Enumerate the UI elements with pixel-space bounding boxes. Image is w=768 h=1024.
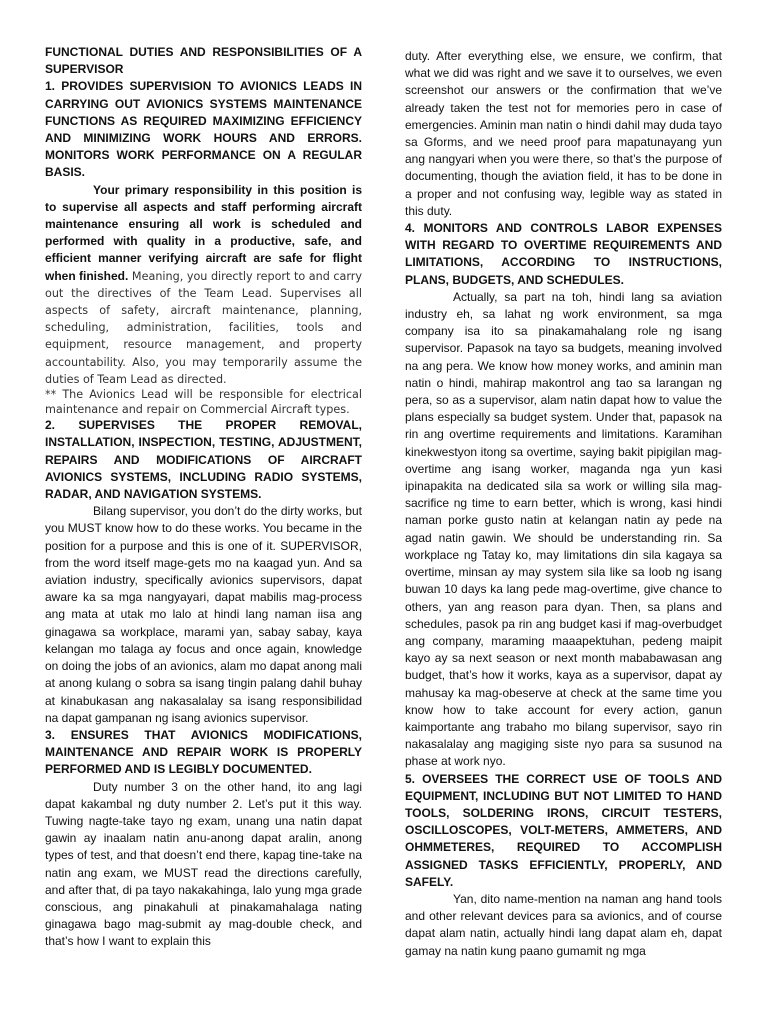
duty-3-continuation: duty. After everything else, we ensure, we confirm, that what we did was right and we save it to ourselves, we even screenshot our answers or the confirmation that we’ve already taken the test not for memories pero in case of emergencies. Aminin man natin o hindi dahil may duda tayo sa Gforms, and we need proof para mapatunayang yun ang nangyari when you were there, so that’s the purpose of documenting, though the aviation field, it has to be done in a proper and not confusing way, legible way as stated in this duty. bbox=[405, 49, 722, 218]
duty-1-emphasis: Your primary responsibility in this position is to supervise all aspects and staff performing aircraft maintenance ensuring all work is scheduled and performed with quality in a productive, safe, and efficient manner verifying aircraft are safe for flight when finished. bbox=[45, 182, 362, 283]
duty-5-heading: 5. OVERSEES THE CORRECT USE OF TOOLS AND EQUIPMENT, INCLUDING BUT NOT LIMITED TO HAND TOOLS, SOLDERING IRONS, CIRCUIT TESTERS, OSCILLOSCOPES, VOLT-METERS, AMMETERS, AND OHMMETERES, REQUIRED TO ACCOMPLISH ASSIGNED TASKS EFFICIENTLY, PROPERLY, AND SAFELY. bbox=[405, 771, 722, 889]
duty-1-details: Meaning, you directly report to and carry out the directives of the Team Lead. Supervises all aspects of safety, aircraft maintenance, planning, scheduling, administration, facilities, tools and equipment, resource management, and property accountability. Also, you may temporarily assume the duties of Team Lead as directed. bbox=[45, 269, 363, 386]
duty-3-paragraph: Duty number 3 on the other hand, ito ang lagi dapat kakambal ng duty number 2. Let’s put it this way. Tuwing nagte-take tayo ng exam, unang una natin dapat gawin ay inaalam natin anu-anong dapat aralin, anong types of test, and that doesn’t end there, kapag tine-take na natin ang exam, we MUST read the directions carefully, and after that, di pa tayo nakakahinga, lalo yung mga grade conscious, ang pinakahuli at pinakamahalaga nating ginagawa bago mag-submit ay mag-double check, and that’s how I want to explain this bbox=[45, 779, 362, 949]
duty-5-paragraph: Yan, dito name-mention na naman ang hand tools and other relevant devices para sa avionics, and of course dapat alam natin, actually hindi lang dapat alam eh, dapat gamay na natin kung paano gumamit ng mga bbox=[405, 891, 722, 958]
duty-4-heading: 4. MONITORS AND CONTROLS LABOR EXPENSES WITH REGARD TO OVERTIME REQUIREMENTS AND LIMITATIONS, ACCORDING TO INSTRUCTIONS, PLANS, BUDGETS, AND SCHEDULES. bbox=[405, 221, 722, 287]
duty-2-paragraph: Bilang supervisor, you don’t do the dirty works, but you MUST know how to do these works. You became in the position for a purpose and this is one of it. SUPERVISOR, from the word itself mage-gets mo na kaagad yun. And sa aviation industry, specifically avionics supervisors, dapat aware ka sa mga nangyayari, dapat mabilis mag-process ang mata at utak mo lalo at hindi lang naman iisa ang ginagawa sa workplace, marami yan, sabay sabay, kaya kelangan mo talaga ay focus and once again, knowledge on doing the jobs of an avionics, alam mo dapat anong mali at anong kulang o sobra sa isang tingin palang dahil buhay at kinabukasan ang nakasalalay sa isang responsibilidad na dapat gampanan ng isang avionics supervisor. bbox=[45, 504, 362, 725]
document-title: FUNCTIONAL DUTIES AND RESPONSIBILITIES OF A SUPERVISOR bbox=[45, 45, 362, 77]
duty-4-paragraph: Actually, sa part na toh, hindi lang sa aviation industry eh, sa lahat ng work environment, sa mga company isa ito sa pinakamahalang role ng isang supervisor. Papasok na tayo sa budgets, meaning involved na ang pera. We know how money works, and aminin man natin o hindi, mahirap makontrol ang tao sa larangan ng pera, so as a supervisor, alam natin dapat how to value the plans especially sa budget system. Under that, papasok na rin ang overtime requirements and limitations. Karamihan kinekwestyon itong sa overtime, saying bakit pipigilan mag-overtime ang isang worker, maganda nga yun kasi ipinapakita na dedicated sila sa work or willing sila mag-sacrifice ng time to earn better, which is wrong, kasi hindi naman porke gusto natin at kelangan natin ay pede na agad natin gawin. We should be understanding rin. Sa workplace ng Tatay ko, may limitations din sila kagaya sa overtime, minsan ay may system sila like sa loob ng isang buwan 10 days ka lang pede mag-overtime, give chance to others, yan ang reason para dyan. Then, sa plans and schedules, pasok pa rin ang budget kasi if mag-overbudget ang company, maraming maaapektuhan, pedeng maipit kayo ay sa next season or next month mababawasan ang budget, that’s how it works, kaya as a supervisor, dapat ay mahusay ka mag-obeserve at check at the same time you know how to take account for every action, ganun kaimportante ang trabaho mo bilang supervisor, sayo rin nakasalalay ang magiging siste nyo para sa susunod na phase at work nyo. bbox=[405, 289, 722, 769]
duty-1-paragraph bbox=[45, 182, 362, 388]
duty-1-heading: 1. PROVIDES SUPERVISION TO AVIONICS LEADS IN CARRYING OUT AVIONICS SYSTEMS MAINTENANCE FUNCTIONS AS REQUIRED MAXIMIZING EFFICIENCY AND MINIMIZING WORK HOURS AND ERRORS. MONITORS WORK PERFORMANCE ON A REGULAR BASIS. bbox=[45, 79, 362, 180]
right-column bbox=[405, 48, 722, 960]
duty-3-heading: 3. ENSURES THAT AVIONICS MODIFICATIONS, MAINTENANCE AND REPAIR WORK IS PROPERLY PERFORMED AND IS LEGIBLY DOCUMENTED. bbox=[45, 727, 362, 777]
left-column bbox=[45, 44, 362, 951]
duty-2-heading: 2. SUPERVISES THE PROPER REMOVAL, INSTALLATION, INSPECTION, TESTING, ADJUSTMENT, REPAIRS AND MODIFICATIONS OF AIRCRAFT AVIONICS SYSTEMS, INCLUDING RADIO SYSTEMS, RADAR, AND NAVIGATION SYSTEMS. bbox=[45, 418, 362, 502]
duty-1-note: ** The Avionics Lead will be responsible for electrical maintenance and repair on Commercial Aircraft types. bbox=[45, 388, 362, 416]
